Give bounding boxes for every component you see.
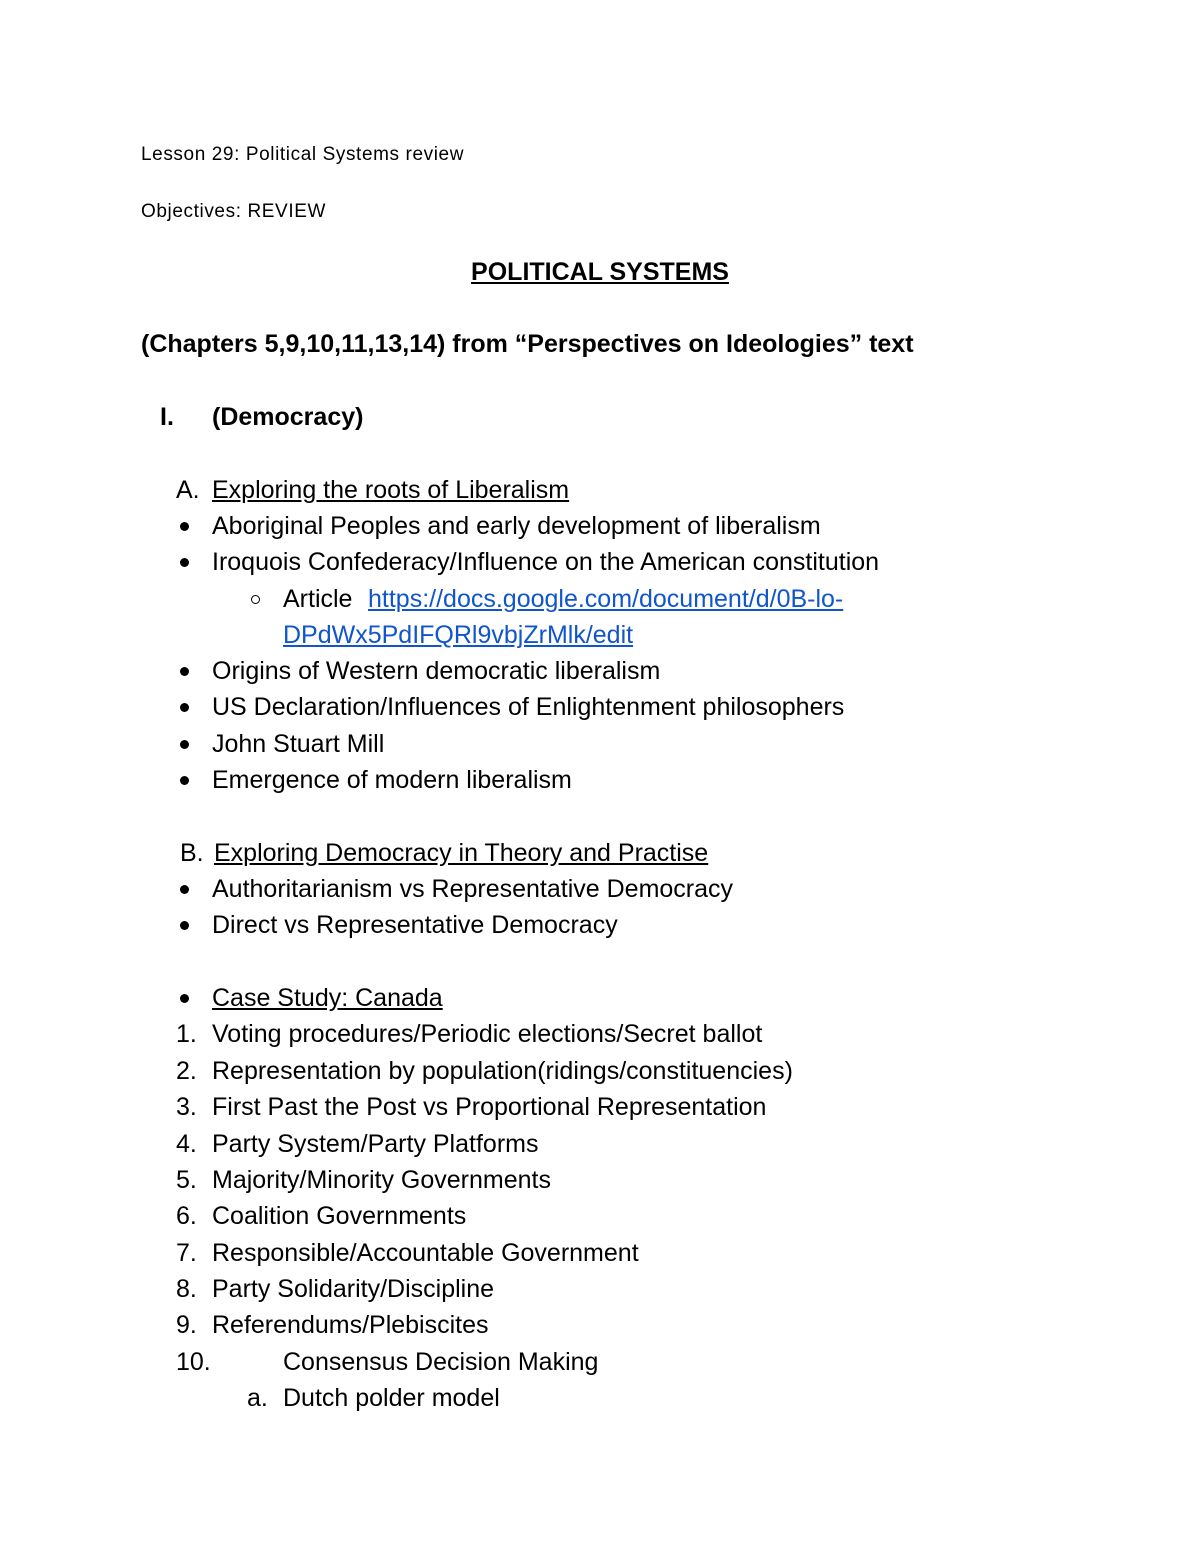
- numbered-item-number: 8.: [176, 1275, 197, 1303]
- sub-bullet-icon: [251, 595, 260, 604]
- article-label: Article: [283, 585, 353, 613]
- bullet-icon: [180, 776, 189, 785]
- numbered-item: Consensus Decision Making: [283, 1348, 599, 1376]
- bullet-icon: [180, 522, 189, 531]
- numbered-item: Majority/Minority Governments: [212, 1166, 551, 1194]
- case-study-label: Case Study: Canada: [212, 984, 443, 1012]
- part-a-marker: A.: [176, 476, 200, 504]
- bullet-icon: [180, 558, 189, 567]
- numbered-item-number: 10.: [176, 1348, 211, 1376]
- part-a-label: Exploring the roots of Liberalism: [212, 476, 570, 504]
- section-numeral: I.: [160, 403, 174, 431]
- lesson-line: Lesson 29: Political Systems review: [141, 144, 465, 165]
- article-link[interactable]: https://docs.google.com/document/d/0B-lo-: [368, 585, 844, 613]
- list-item: Direct vs Representative Democracy: [212, 911, 618, 939]
- numbered-item: Representation by population(ridings/constituencies): [212, 1057, 793, 1085]
- list-item: Origins of Western democratic liberalism: [212, 657, 661, 685]
- list-item: Aboriginal Peoples and early development of liberalism: [212, 512, 821, 540]
- list-item: Emergence of modern liberalism: [212, 766, 572, 794]
- bullet-icon: [180, 994, 189, 1003]
- numbered-item-number: 1.: [176, 1020, 197, 1048]
- numbered-item: Party System/Party Platforms: [212, 1130, 539, 1158]
- bullet-icon: [180, 885, 189, 894]
- bullet-icon: [180, 667, 189, 676]
- bullet-icon: [180, 740, 189, 749]
- section-label: (Democracy): [212, 403, 364, 431]
- numbered-item-number: 5.: [176, 1166, 197, 1194]
- list-item: Authoritarianism vs Representative Democracy: [212, 875, 734, 903]
- page-title: POLITICAL SYSTEMS: [471, 258, 729, 286]
- chapters-line: (Chapters 5,9,10,11,13,14) from “Perspectives on Ideologies” text: [141, 330, 914, 358]
- bullet-icon: [180, 703, 189, 712]
- numbered-item: First Past the Post vs Proportional Representation: [212, 1093, 767, 1121]
- numbered-item-number: 2.: [176, 1057, 197, 1085]
- numbered-item-number: 9.: [176, 1311, 197, 1339]
- numbered-item: Coalition Governments: [212, 1202, 467, 1230]
- numbered-item-number: 6.: [176, 1202, 197, 1230]
- objectives-line: Objectives: REVIEW: [141, 201, 327, 222]
- sub-item-letter: a.: [247, 1384, 268, 1412]
- list-item: John Stuart Mill: [212, 730, 385, 758]
- numbered-item-number: 4.: [176, 1130, 197, 1158]
- numbered-item-number: 7.: [176, 1239, 197, 1267]
- list-item: US Declaration/Influences of Enlightenment philosophers: [212, 693, 845, 721]
- numbered-item: Referendums/Plebiscites: [212, 1311, 489, 1339]
- bullet-icon: [180, 921, 189, 930]
- sub-item: Dutch polder model: [283, 1384, 500, 1412]
- part-b-label: Exploring Democracy in Theory and Practise: [214, 839, 709, 867]
- numbered-item: Party Solidarity/Discipline: [212, 1275, 495, 1303]
- part-b-marker: B.: [180, 839, 204, 867]
- numbered-item-number: 3.: [176, 1093, 197, 1121]
- numbered-item: Responsible/Accountable Government: [212, 1239, 639, 1267]
- article-link-continued[interactable]: DPdWx5PdIFQRl9vbjZrMlk/edit: [283, 621, 634, 649]
- list-item: Iroquois Confederacy/Influence on the American constitution: [212, 548, 880, 576]
- numbered-item: Voting procedures/Periodic elections/Secret ballot: [212, 1020, 763, 1048]
